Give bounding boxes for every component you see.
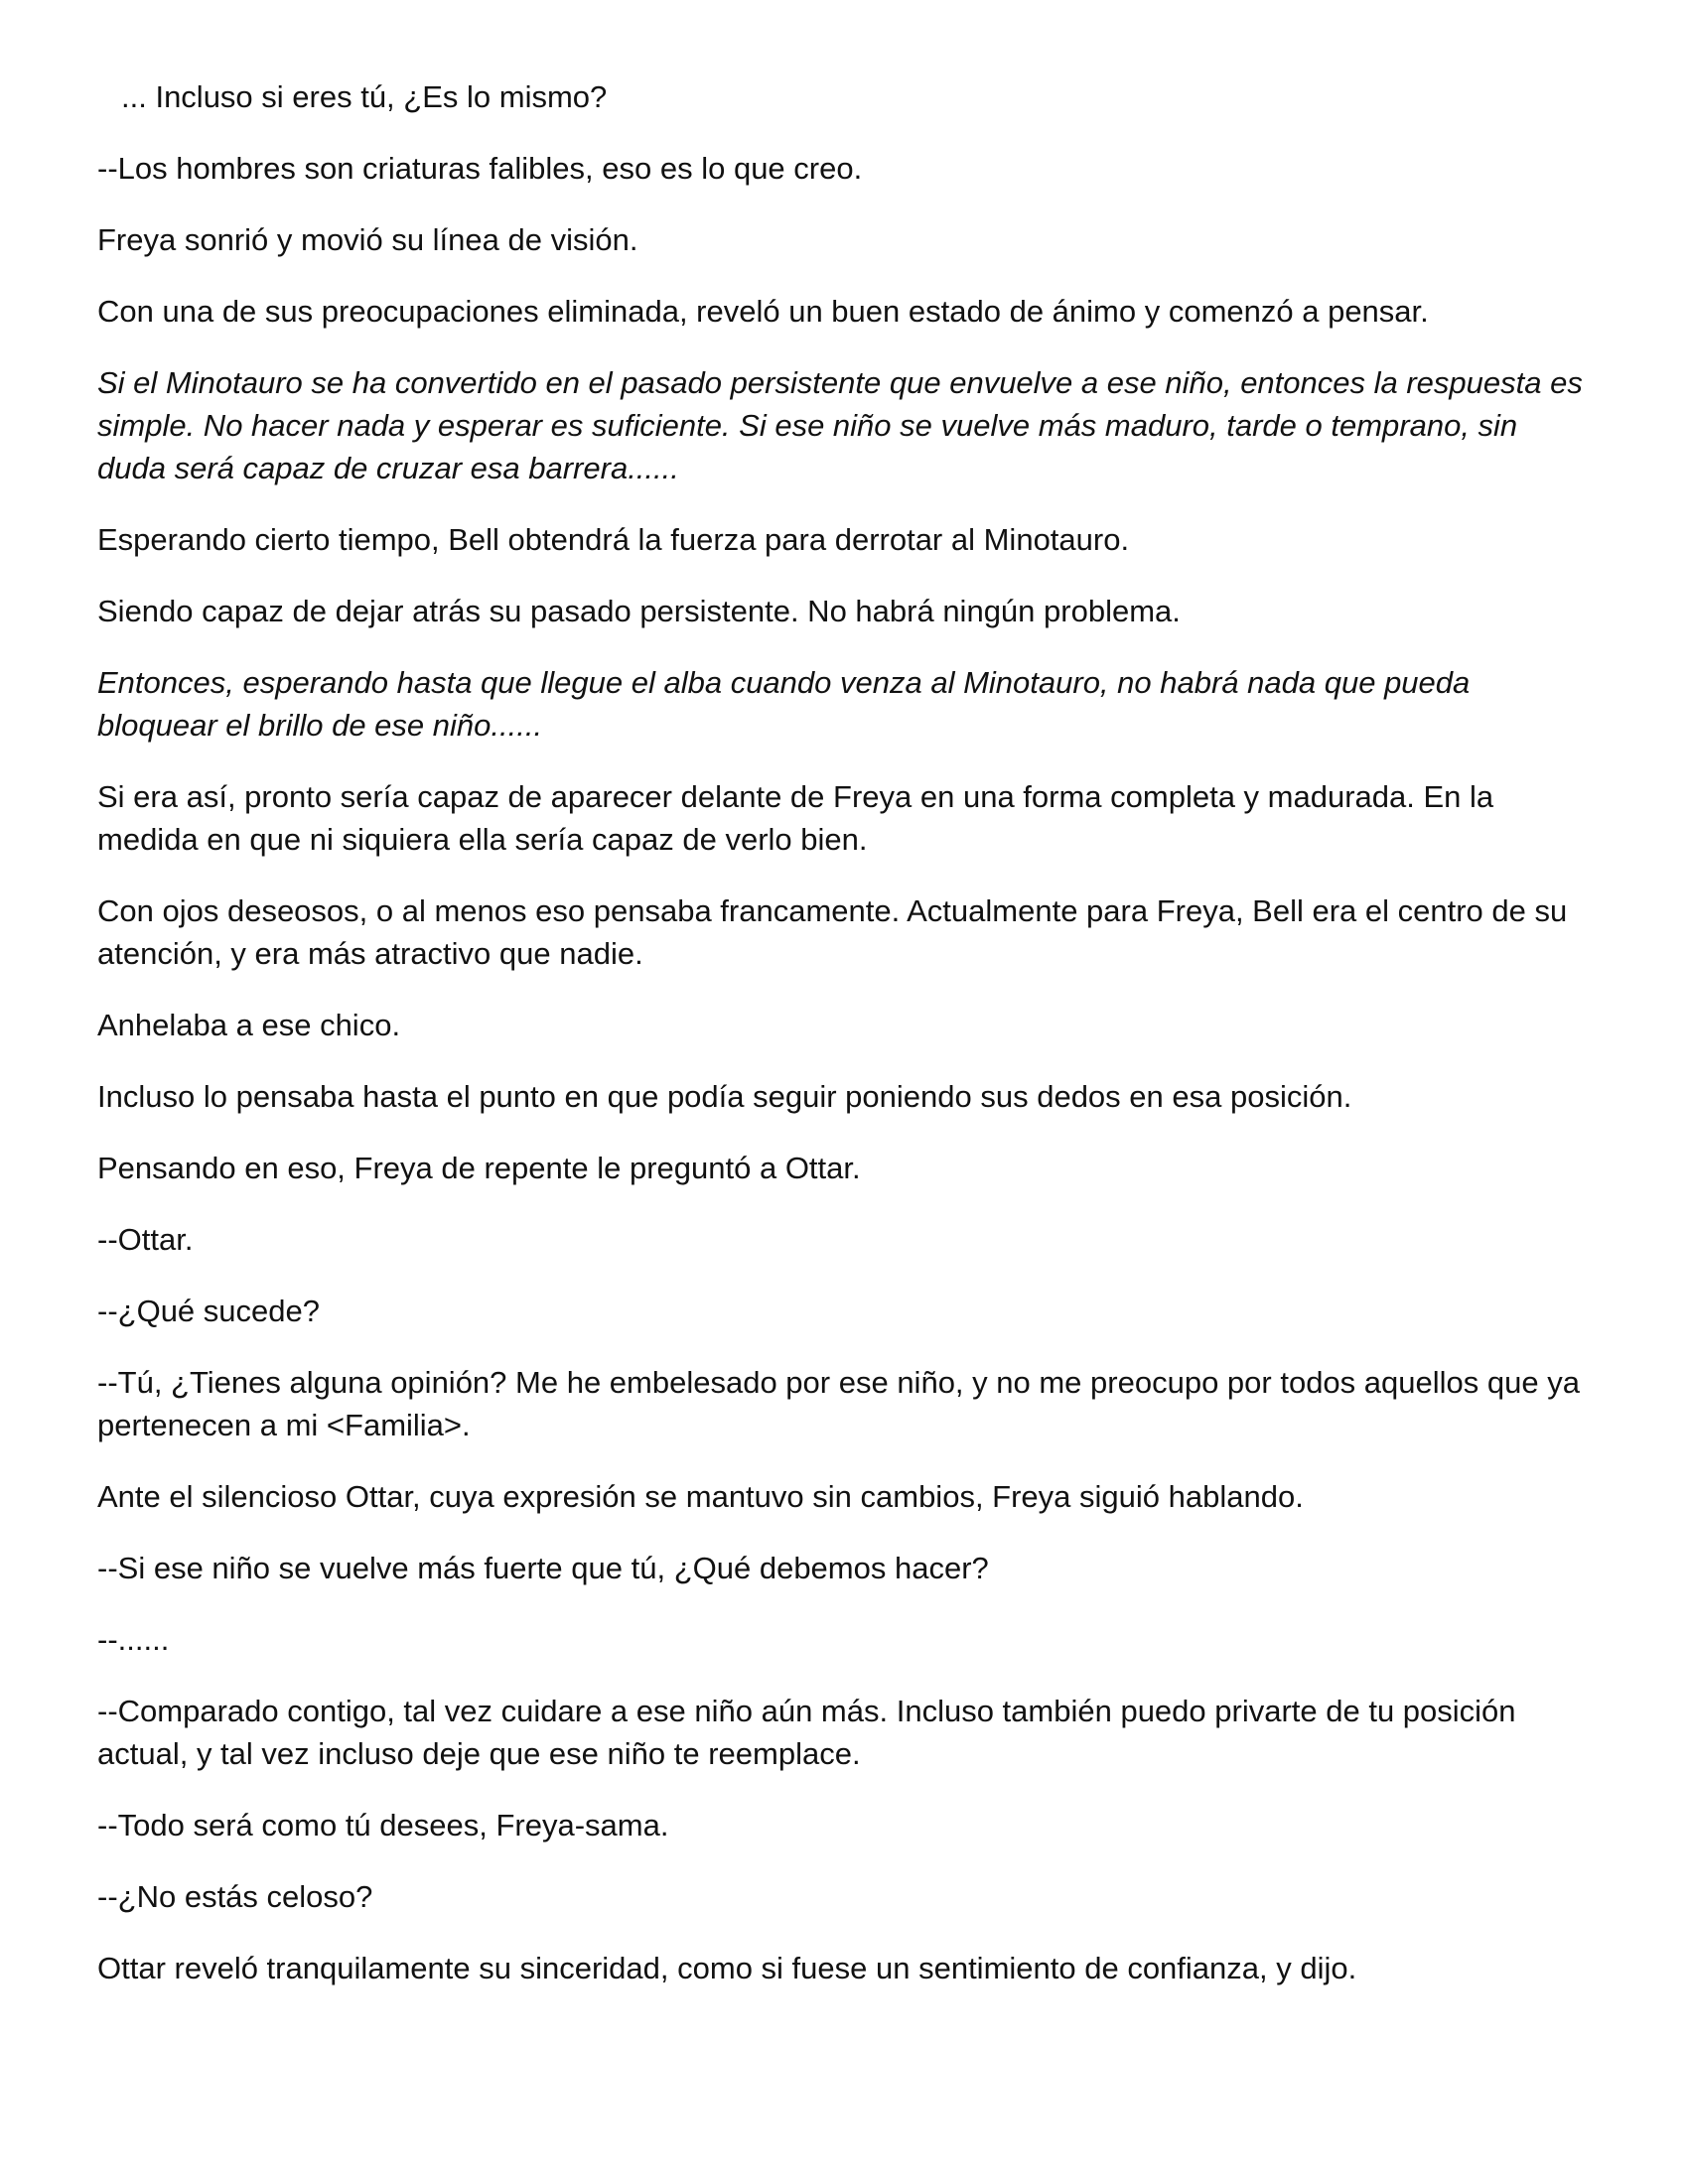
paragraph: Si era así, pronto sería capaz de aparecer delante de Freya en una forma completa y madurada. En la medida en que ni siquiera ella sería capaz de verlo bien. (97, 779, 1494, 857)
italic-paragraph: Entonces, esperando hasta que llegue el alba cuando venza al Minotauro, no habrá nada que pueda bloquear el brillo de ese niño...... (97, 665, 1471, 743)
dialogue-line: --Todo será como tú desees, Freya-sama. (97, 1808, 669, 1843)
paragraph: Incluso lo pensaba hasta el punto en que podía seguir poniendo sus dedos en esa posición. (97, 1079, 1352, 1114)
paragraph: Ottar reveló tranquilamente su sinceridad, como si fuese un sentimiento de confianza, y dijo. (97, 1951, 1357, 1985)
italic-paragraph: Si el Minotauro se ha convertido en el pasado persistente que envuelve a ese niño, entonces la respuesta es simple. No hacer nada y esperar es suficiente. Si ese niño se vuelve más maduro, tarde o temprano, sin duda será capaz de cruzar esa barrera...... (97, 365, 1583, 485)
paragraph: Pensando en eso, Freya de repente le preguntó a Ottar. (97, 1151, 861, 1185)
dialogue-line: --¿Qué sucede? (97, 1294, 320, 1328)
paragraph: Freya sonrió y movió su línea de visión. (97, 222, 638, 257)
dialogue-line: --Tú, ¿Tienes alguna opinión? Me he embelesado por ese niño, y no me preocupo por todos aquellos que ya pertenecen a mi <Familia>. (97, 1365, 1580, 1442)
dialogue-line: --...... (97, 1622, 170, 1657)
paragraph: Anhelaba a ese chico. (97, 1008, 401, 1042)
dialogue-line: --Ottar. (97, 1222, 194, 1257)
paragraph: Con ojos deseosos, o al menos eso pensaba francamente. Actualmente para Freya, Bell era el centro de su atención, y era más atractivo que nadie. (97, 893, 1568, 971)
paragraph: --Los hombres son criaturas falibles, eso es lo que creo. (97, 151, 863, 186)
dialogue-line: --¿No estás celoso? (97, 1879, 373, 1914)
dialogue-line: --Si ese niño se vuelve más fuerte que tú, ¿Qué debemos hacer? (97, 1551, 989, 1585)
paragraph: Esperando cierto tiempo, Bell obtendrá la fuerza para derrotar al Minotauro. (97, 522, 1130, 557)
paragraph: ... Incluso si eres tú, ¿Es lo mismo? (121, 79, 608, 114)
paragraph: Con una de sus preocupaciones eliminada, reveló un buen estado de ánimo y comenzó a pensar. (97, 294, 1429, 329)
dialogue-line: --Comparado contigo, tal vez cuidare a ese niño aún más. Incluso también puedo privarte de tu posición actual, y tal vez incluso deje que ese niño te reemplace. (97, 1694, 1516, 1771)
paragraph: Ante el silencioso Ottar, cuya expresión se mantuvo sin cambios, Freya siguió hablando. (97, 1479, 1304, 1514)
paragraph: Siendo capaz de dejar atrás su pasado persistente. No habrá ningún problema. (97, 594, 1181, 628)
text-body (97, 75, 1591, 2018)
